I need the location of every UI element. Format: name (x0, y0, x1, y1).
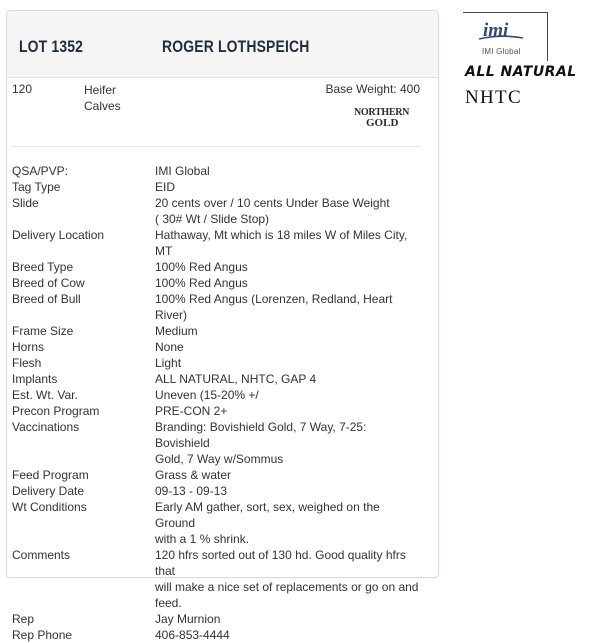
detail-value-line: feed. (155, 596, 182, 610)
imi-global-label: IMI Global (482, 47, 521, 56)
detail-row (12, 259, 422, 275)
detail-label: Breed of Cow (12, 276, 85, 290)
detail-value (155, 403, 420, 419)
detail-label: Breed of Bull (12, 292, 81, 306)
detail-value (155, 355, 420, 371)
detail-value (155, 179, 420, 195)
detail-row (12, 403, 422, 419)
detail-label: Rep Phone (12, 628, 73, 642)
detail-value-line: 09-13 - 09-13 (155, 484, 228, 498)
detail-label: Frame Size (12, 324, 74, 338)
detail-row (12, 371, 422, 387)
detail-value-line: Grass & water (155, 468, 232, 482)
detail-value-line: Jay Murnion (155, 612, 221, 626)
detail-value-line: ( 30# Wt / Slide Stop) (155, 212, 270, 226)
detail-value-line: 100% Red Angus (Lorenzen, Redland, Heart River) (155, 292, 393, 322)
detail-value-line: 100% Red Angus (155, 260, 248, 274)
detail-value-line: Uneven (15-20% +/ (155, 388, 259, 402)
nhtc-badge: NHTC (465, 87, 522, 108)
seller-name: ROGER LOTHSPEICH (162, 37, 310, 56)
detail-value (155, 547, 420, 611)
detail-row (12, 387, 422, 403)
detail-value-line: EID (155, 180, 176, 194)
detail-row (12, 291, 422, 323)
detail-row (12, 547, 422, 611)
detail-row (12, 499, 422, 547)
all-natural-badge: ALL NATURAL (465, 64, 577, 80)
detail-value-line: IMI Global (155, 164, 210, 178)
detail-value-line: 20 cents over / 10 cents Under Base Weight (155, 196, 390, 210)
detail-value (155, 339, 420, 355)
detail-value (155, 483, 420, 499)
detail-label: Feed Program (12, 468, 89, 482)
detail-value-line: 120 hfrs sorted out of 130 hd. Good quality hfrs that (155, 548, 406, 578)
detail-row (12, 179, 422, 195)
detail-label: Breed Type (12, 260, 74, 274)
description-line: Calves (84, 99, 121, 113)
detail-value-line: Medium (155, 324, 198, 338)
detail-label: Horns (12, 340, 45, 354)
detail-row (12, 339, 422, 355)
detail-label: Delivery Date (12, 484, 85, 498)
detail-label: Vaccinations (12, 420, 80, 434)
swoosh-icon (477, 34, 525, 42)
detail-row (12, 355, 422, 371)
detail-label: Slide (12, 196, 39, 210)
detail-label: QSA/PVP: (12, 164, 69, 178)
detail-value (155, 259, 420, 275)
detail-label: Est. Wt. Var. (12, 388, 78, 402)
detail-row (12, 163, 422, 179)
detail-row (12, 483, 422, 499)
detail-row (12, 227, 422, 259)
detail-label: Wt Conditions (12, 500, 87, 514)
detail-value (155, 291, 420, 323)
detail-value (155, 387, 420, 403)
detail-value-line: Gold, 7 Way w/Sommus (155, 452, 284, 466)
detail-row (12, 467, 422, 483)
detail-value-line: Branding: Bovishield Gold, 7 Way, 7-25: Bovishield (155, 420, 367, 450)
detail-row (12, 611, 422, 627)
detail-row (12, 275, 422, 291)
detail-value (155, 611, 420, 627)
detail-value-line: Hathaway, Mt which is 18 miles W of Miles City, MT (155, 228, 408, 258)
detail-value-line: 100% Red Angus (155, 276, 248, 290)
divider (12, 146, 420, 147)
northern-gold-logo: NORTHERN GOLD (354, 107, 410, 129)
imi-mark: imi (483, 20, 509, 41)
detail-value-line: Early AM gather, sort, sex, weighed on the Ground (155, 500, 380, 530)
detail-label: Delivery Location (12, 228, 105, 242)
detail-row (12, 627, 422, 643)
lot-header (7, 11, 438, 78)
detail-value-line: will make a nice set of replacements or go on and (155, 580, 419, 594)
detail-value-line: None (155, 340, 184, 354)
head-count: 120 (12, 82, 33, 96)
detail-value (155, 323, 420, 339)
detail-label: Flesh (12, 356, 42, 370)
detail-label: Rep (12, 612, 35, 626)
detail-value (155, 467, 420, 483)
lot-number: LOT 1352 (19, 37, 84, 56)
cattle-description (84, 82, 121, 114)
lot-summary (12, 82, 420, 142)
detail-value-line: Light (155, 356, 182, 370)
detail-value-line: with a 1 % shrink. (155, 532, 250, 546)
imi-global-logo (463, 12, 549, 62)
detail-value (155, 195, 420, 227)
base-weight: Base Weight: 400 (325, 82, 420, 96)
detail-label: Implants (12, 372, 58, 386)
detail-row (12, 419, 422, 467)
description-line: Heifer (84, 83, 117, 97)
detail-value-line: ALL NATURAL, NHTC, GAP 4 (155, 372, 317, 386)
detail-value-line: 406-853-4444 (155, 628, 230, 642)
detail-value (155, 419, 420, 467)
detail-value-line: PRE-CON 2+ (155, 404, 228, 418)
detail-value (155, 275, 420, 291)
detail-label: Comments (12, 548, 71, 562)
detail-label: Precon Program (12, 404, 100, 418)
detail-row (12, 323, 422, 339)
detail-value (155, 499, 420, 547)
detail-value (155, 371, 420, 387)
lot-details (12, 163, 422, 643)
detail-value (155, 163, 420, 179)
detail-label: Tag Type (12, 180, 61, 194)
detail-value (155, 227, 420, 259)
detail-row (12, 195, 422, 227)
detail-value (155, 627, 420, 643)
